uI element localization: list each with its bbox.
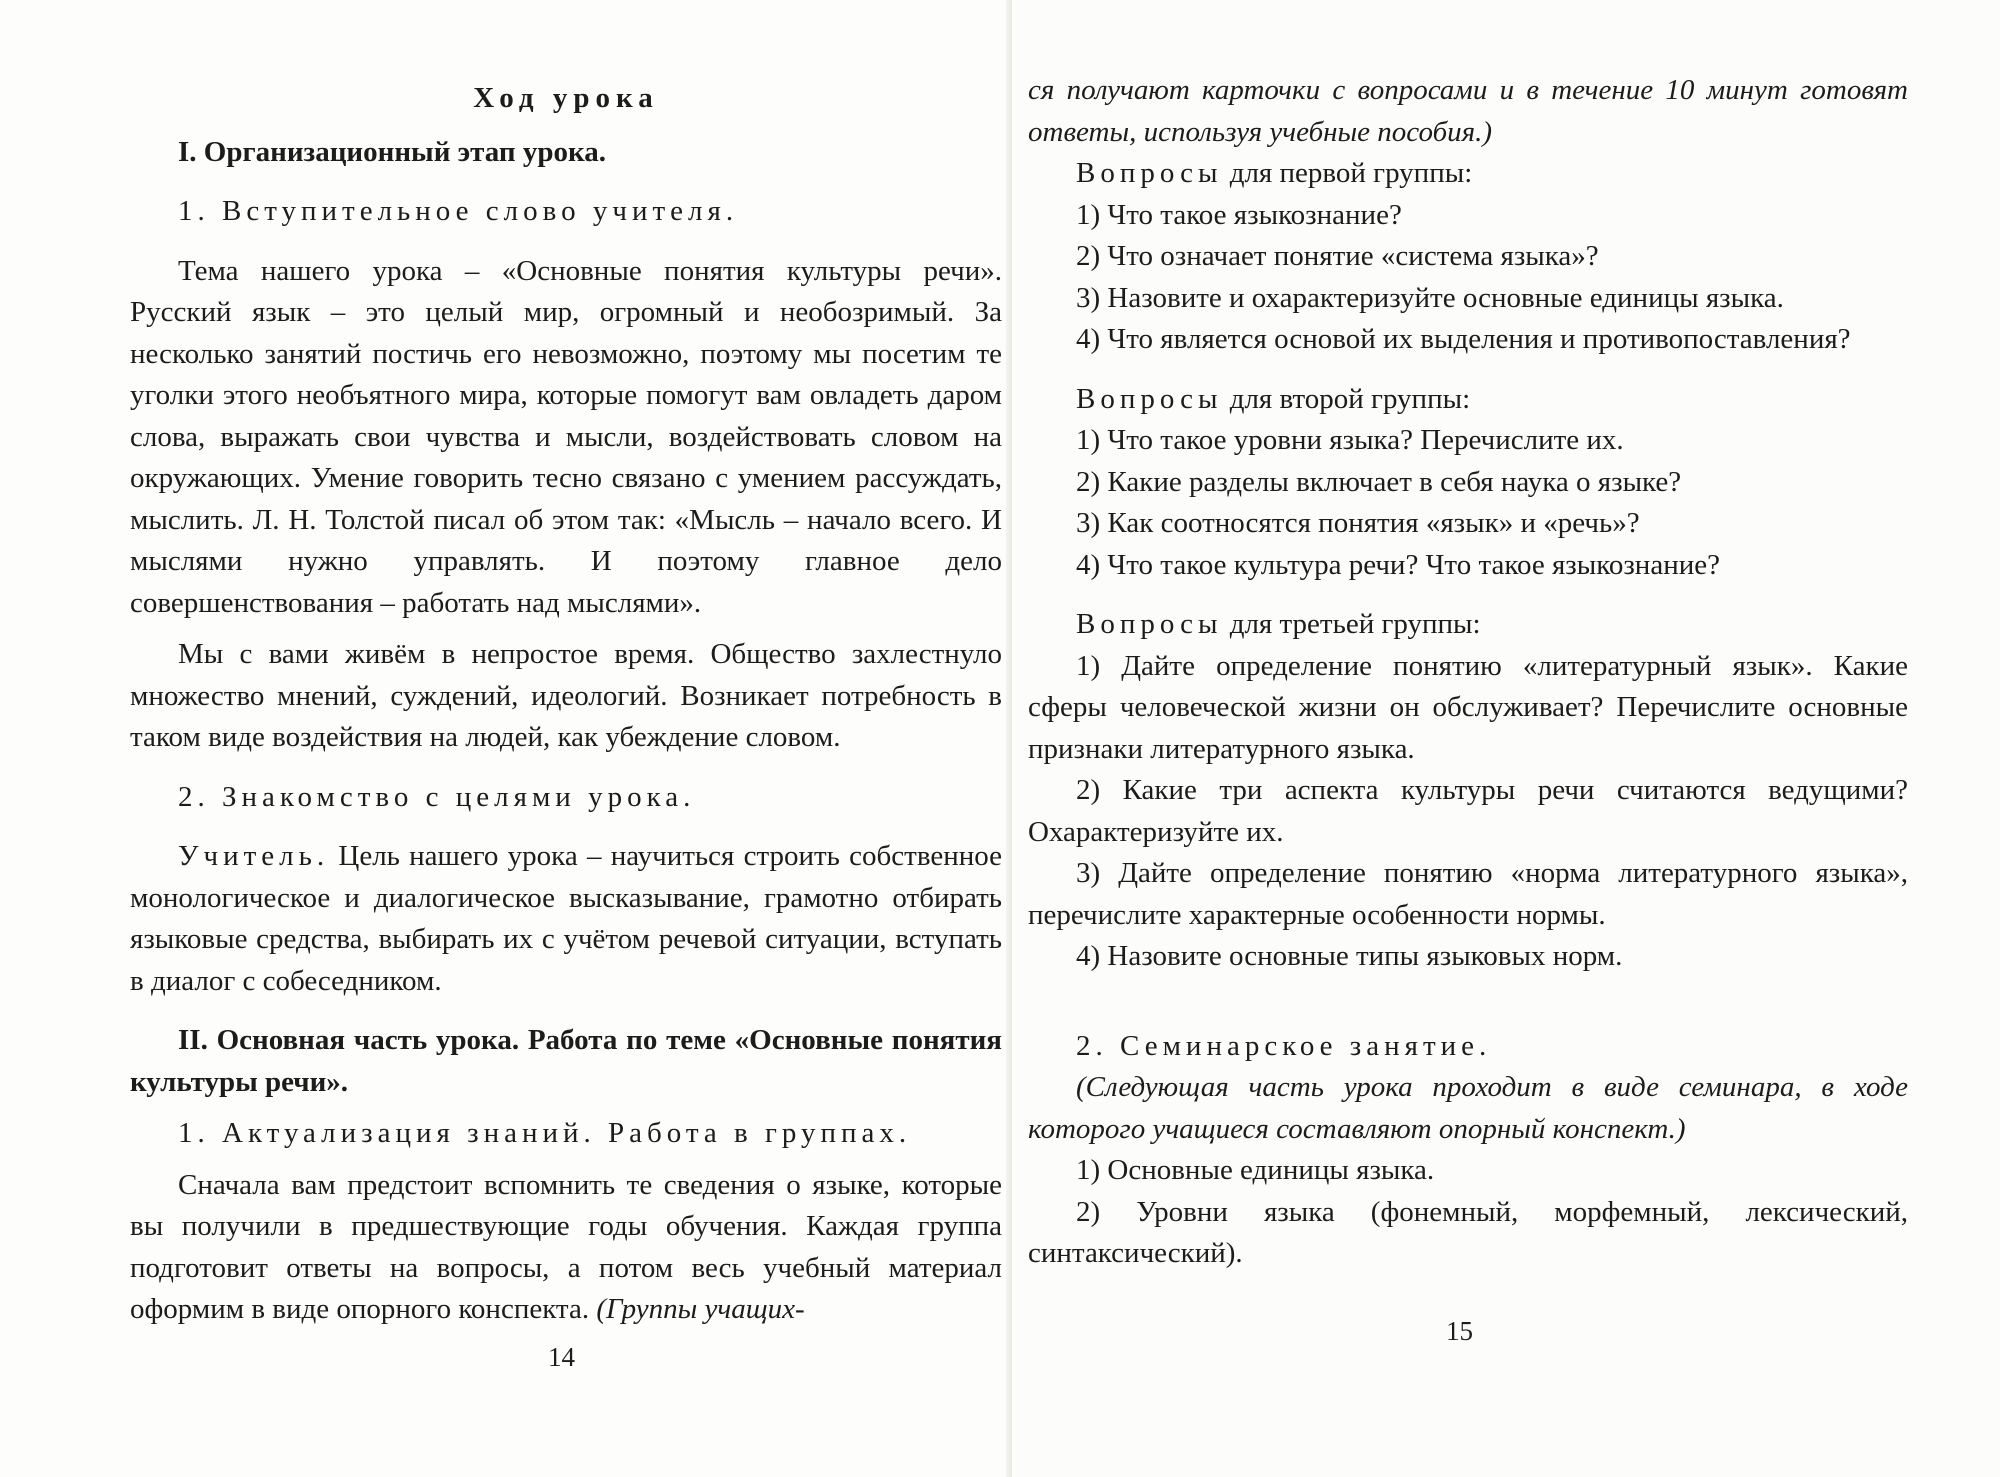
group1-rest: для первой группы:: [1222, 157, 1473, 189]
seminar-item: 2) Уровни языка (фонемный, морфемный, лексический, синтаксический).: [1028, 1195, 1908, 1269]
group3-heading: [1028, 604, 1908, 646]
paragraph-times: Мы с вами живём в непростое время. Общество захлестнуло множество мнений, суждений, идеологий. Возникает потребность в таком виде воздействия на людей, как убеждение словом.: [130, 638, 1002, 753]
speaker-label: Учитель.: [178, 840, 330, 872]
lesson-title: Ход урока: [473, 82, 659, 114]
group3-question: 2) Какие три аспекта культуры речи считаются ведущими? Охарактеризуйте их.: [1028, 774, 1908, 848]
group3-rest: для третьей группы:: [1222, 608, 1481, 640]
section1-heading: I. Организационный этап урока.: [178, 135, 607, 168]
section2-heading: II. Основная часть урока. Работа по теме «Основные понятия культуры речи».: [130, 1024, 1002, 1098]
group1-lead: Вопросы: [1076, 157, 1223, 189]
page-number-left: 14: [548, 1342, 575, 1372]
group2-rest: для второй группы:: [1222, 382, 1471, 415]
group2-lead: Вопросы: [1076, 382, 1223, 415]
paragraph-intro: Тема нашего урока – «Основные понятия культуры речи». Русский язык – это целый мир, огромный и необозримый. За несколько занятий постичь его невозможно, поэтому мы посетим те уголки этого необъятного мира, которые помогут вам овладеть даром слова, выражать свои чувства и мысли, воздействовать словом на окружающих. Умение говорить тесно связано с умением рассуждать, мыслить. Л. Н. Толстой писал об этом так: «Мысль – начало всего. И мыслями нужно управлять. И поэтому главное дело совершенствования – работать над мыслями».: [130, 254, 1002, 619]
group2-question: 3) Как соотносятся понятия «язык» и «речь»?: [1076, 507, 1640, 539]
group1-question: 4) Что является основой их выделения и противопоставления?: [1076, 323, 1851, 355]
paragraph-groups: [130, 1165, 1002, 1331]
group1-question: 1) Что такое языкознание?: [1076, 198, 1402, 231]
group2-question-list: [1028, 420, 1908, 586]
right-text-column: [1028, 70, 1908, 1275]
group2-question: 4) Что такое культура речи? Что такое языкознание?: [1076, 548, 1720, 581]
groups-text: Сначала вам предстоит вспомнить те сведения о языке, которые вы получили в предшествующие годы обучения. Каждая группа подготовит ответы на вопросы, а потом весь учебный материал оформим в виде опорного конспекта.: [130, 1168, 1002, 1325]
item1-title: 1. Вступительное слово учителя.: [178, 195, 739, 227]
page-number-right: 15: [1446, 1316, 1473, 1346]
item2-title: 2. Знакомство с целями урока.: [178, 780, 696, 813]
group3-question: 3) Дайте определение понятию «норма литературного языка», перечислите характерные особенности нормы.: [1028, 857, 1908, 931]
group2-question: 1) Что такое уровни языка? Перечислите их.: [1076, 424, 1624, 456]
item3-title: 1. Актуализация знаний. Работа в группах.: [178, 1117, 912, 1149]
group1-question: 2) Что означает понятие «система языка»?: [1076, 240, 1599, 272]
groups-italic: (Группы учащих-: [596, 1293, 805, 1325]
group1-question: 3) Назовите и охарактеризуйте основные единицы языка.: [1076, 281, 1784, 314]
paragraph-goal: [130, 836, 1002, 1002]
group2-heading: [1028, 379, 1908, 421]
left-text-column: [130, 78, 1002, 1331]
group3-lead: Вопросы: [1076, 608, 1223, 640]
seminar-item: 1) Основные единицы языка.: [1076, 1154, 1435, 1186]
goal-text: Цель нашего урока – научиться строить собственное монологическое и диалогическое высказывание, грамотно отбирать языковые средства, выбирать их с учётом речевой ситуации, вступать в диалог с собеседником.: [130, 840, 1002, 997]
group3-question-list: [1028, 646, 1908, 978]
right-page: [1012, 0, 2000, 1477]
group3-question: 4) Назовите основные типы языковых норм.: [1076, 940, 1623, 972]
seminar-note: (Следующая часть урока проходит в виде семинара, в ходе которого учащиеся составляют опорный конспект.): [1028, 1071, 1908, 1145]
group1-question-list: [1028, 195, 1908, 361]
group2-question: 2) Какие разделы включает в себя наука о языке?: [1076, 465, 1682, 498]
group3-question: 1) Дайте определение понятию «литературный язык». Какие сферы человеческой жизни он обслуживает? Перечислите основные признаки литературного языка.: [1028, 649, 1908, 765]
item4-title: 2. Семинарское занятие.: [1076, 1029, 1492, 1062]
continuation-text: ся получают карточки с вопросами и в течение 10 минут готовят ответы, используя учебные пособия.): [1028, 74, 1908, 148]
group1-heading: [1028, 153, 1908, 195]
